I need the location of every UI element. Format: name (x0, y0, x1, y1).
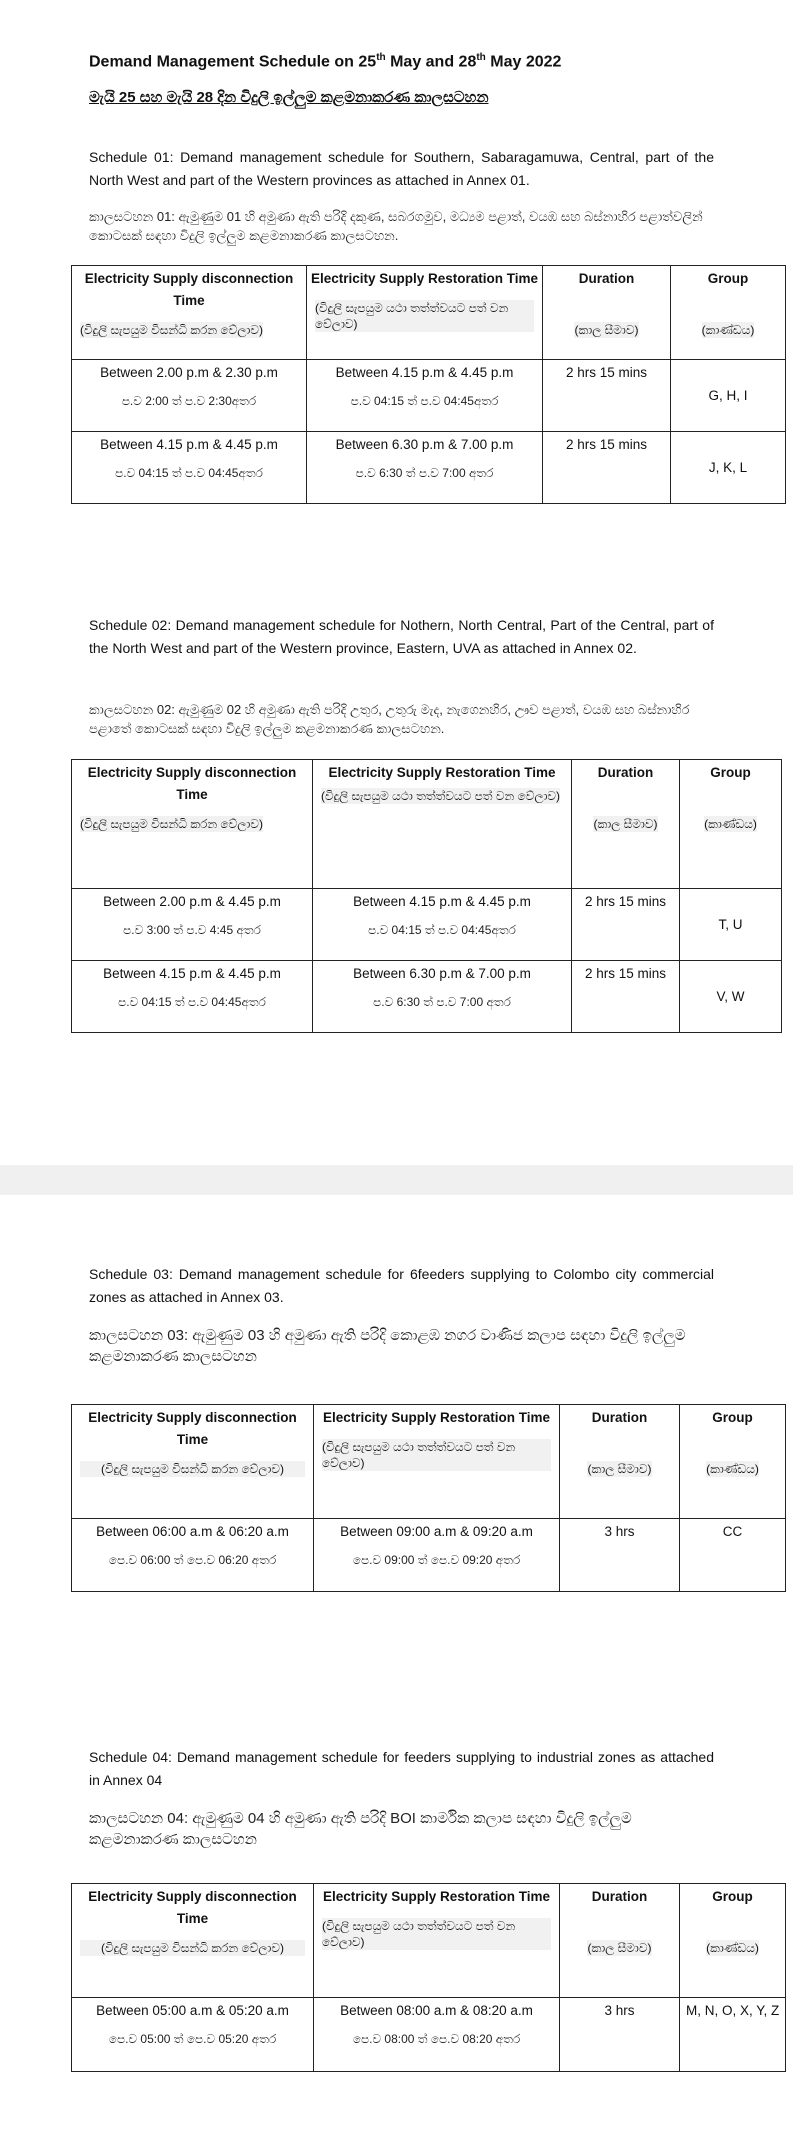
duration-value: 2 hrs 15 mins (584, 966, 667, 981)
time-si: ප.ව 04:15 ත් ප.ව 04:45අතර (118, 995, 266, 1009)
time-en: Between 06:00 a.m & 06:20 a.m (96, 1524, 289, 1539)
header-label: Electricity Supply disconnection Time (84, 271, 294, 308)
schedule-2-description-sinhala: කාලසටහන 02: ඇමුණුම 02 හි අමුණා ඇති පරිදි උතුර, උතුරු මැද, නැගෙනහිර, ඌව පළාත්, වයඹ සහ බස්නාහිර පළාතේ කොටසක් සඳහා විදුලි ඉල්ලුම කළමනාකරණ කාලසටහන. (89, 702, 690, 736)
page-separator (0, 1165, 793, 1195)
time-si: ප.ව 04:15 ත් ප.ව 04:45අතර (115, 466, 263, 480)
group-value: G, H, I (708, 388, 748, 403)
header-label-sinhala: (විදුලි සැපයුම යථා තත්ත්වයට පත් වන වේලාව) (315, 300, 534, 332)
document-title: Demand Management Schedule on 25th May and 28th May 2022 (89, 52, 562, 71)
table-row (72, 889, 782, 961)
group-value: J, K, L (708, 460, 748, 475)
header-disconnection-time (72, 266, 307, 360)
header-label: Group (710, 765, 751, 780)
group-cell (671, 360, 786, 432)
time-si: ප.ව 2:00 ත් ප.ව 2:30අතර (121, 394, 257, 408)
duration-cell (572, 889, 680, 961)
time-si: පෙ.ව 09:00 ත් පෙ.ව 09:20 අතර (352, 1553, 521, 1567)
header-label: Duration (591, 1889, 648, 1904)
time-si: පෙ.ව 05:00 ත් පෙ.ව 05:20 අතර (108, 2032, 277, 2046)
table-row (72, 360, 786, 432)
table-header-row (72, 1884, 786, 1998)
header-label-sinhala: (විදුලි සැපයුම විසන්ධි කරන වේලාව) (80, 323, 263, 337)
header-label-sinhala: (විදුලි සැපයුම යථා තත්ත්වයට පත් වන වේලාව) (322, 1439, 551, 1471)
header-duration (543, 266, 671, 360)
table-header-row (72, 1405, 786, 1519)
header-label-sinhala: (විදුලි සැපයුම යථා තත්ත්වයට පත් වන වේලාව) (322, 1918, 551, 1950)
group-cell (680, 961, 782, 1033)
time-en: Between 2.00 p.m & 2.30 p.m (100, 365, 278, 380)
group-value: T, U (718, 917, 743, 932)
restoration-cell (307, 432, 543, 504)
header-group (671, 266, 786, 360)
header-label-sinhala: (කාණ්ඩය) (704, 817, 757, 831)
disconnection-cell (72, 889, 313, 961)
header-label-sinhala: (කාල සීමාව) (587, 1462, 652, 1476)
header-label: Electricity Supply disconnection Time (88, 1889, 297, 1926)
restoration-cell (313, 889, 572, 961)
header-label: Electricity Supply Restoration Time (328, 765, 556, 780)
header-disconnection-time (72, 760, 313, 889)
group-cell (671, 432, 786, 504)
header-restoration-time (313, 760, 572, 889)
header-group (680, 1884, 786, 1998)
time-en: Between 4.15 p.m & 4.45 p.m (335, 365, 514, 380)
time-en: Between 4.15 p.m & 4.45 p.m (100, 437, 278, 452)
duration-cell (543, 360, 671, 432)
header-label-sinhala: (කාල සීමාව) (593, 817, 658, 831)
duration-value: 3 hrs (604, 2003, 635, 2018)
time-en: Between 6.30 p.m & 7.00 p.m (335, 437, 514, 452)
header-duration (560, 1405, 680, 1519)
schedule-1-description-sinhala: කාලසටහන 01: ඇමුණුම 01 හි අමුණා ඇති පරිදි දකුණ, සබරගමුව, මධ්‍යම පළාත්, වයඹ සහ බස්නාහිර පළාත්වලින් කොටසක් සඳහා විදුලි ඉල්ලුම කළමනාකරණ කාලසටහන. (89, 209, 703, 243)
document-subtitle-sinhala: මැයි 25 සහ මැයි 28 දින විදුලි ඉල්ලුම කළමනාකරණ කාලසටහන (89, 89, 489, 106)
time-si: ප.ව 3:00 ත් ප.ව 4:45 අතර (123, 923, 261, 937)
time-si: පෙ.ව 08:00 ත් පෙ.ව 08:20 අතර (352, 2032, 521, 2046)
time-en: Between 6.30 p.m & 7.00 p.m (353, 966, 531, 981)
header-label-sinhala: (කාණ්ඩය) (706, 1462, 759, 1476)
time-en: Between 2.00 p.m & 4.45 p.m (103, 894, 281, 909)
header-label: Duration (578, 271, 635, 286)
schedule-4-description: Schedule 04: Demand management schedule for feeders supplying to industrial zones as attached in Annex 04 (89, 1749, 714, 1788)
group-cell (680, 1519, 786, 1592)
duration-cell (560, 1519, 680, 1592)
table-row (72, 961, 782, 1033)
schedule-4-description-sinhala: කාලසටහන 04: ඇමුණුම 04 හි අමුණා ඇති පරිදි BOI කාර්මික කලාප සඳහා විදුලි ඉල්ලුම කළමනාකරණ කාලසටහන (89, 1810, 632, 1848)
schedule-3-table (71, 1404, 786, 1592)
header-group (680, 760, 782, 889)
schedule-3-description-sinhala: කාලසටහන 03: ඇමුණුම 03 හි අමුණා ඇති පරිදි කොළඹ නගර වාණිජ කලාප සඳහා විදුලි ඉල්ලුම කළමනාකරණ කාලසටහන (89, 1327, 686, 1365)
header-group (680, 1405, 786, 1519)
table-row (72, 1519, 786, 1592)
time-si: ප.ව 6:30 ත් ප.ව 7:00 අතර (373, 995, 511, 1009)
time-en: Between 09:00 a.m & 09:20 a.m (340, 1524, 533, 1539)
header-label: Duration (591, 1410, 648, 1425)
schedule-1-table (71, 265, 786, 504)
time-si: ප.ව 04:15 ත් ප.ව 04:45අතර (350, 394, 499, 408)
time-si: ප.ව 04:15 ත් ප.ව 04:45අතර (368, 923, 516, 937)
disconnection-cell (72, 1998, 314, 2072)
group-cell (680, 889, 782, 961)
disconnection-cell (72, 961, 313, 1033)
header-disconnection-time (72, 1884, 314, 1998)
time-si: ප.ව 6:30 ත් ප.ව 7:00 අතර (355, 466, 494, 480)
duration-cell (572, 961, 680, 1033)
header-duration (572, 760, 680, 889)
header-restoration-time (314, 1884, 560, 1998)
header-label-sinhala: (කාණ්ඩය) (706, 1941, 759, 1955)
restoration-cell (314, 1519, 560, 1592)
restoration-cell (307, 360, 543, 432)
document-page-2 (0, 1195, 793, 2138)
header-label-sinhala: (විදුලි සැපයුම විසන්ධි කරන වේලාව) (80, 1940, 305, 1956)
group-value: CC (722, 1524, 743, 1539)
group-value: V, W (716, 989, 745, 1004)
table-row (72, 432, 786, 504)
header-label-sinhala: (කාල සීමාව) (587, 1941, 652, 1955)
group-value: M, N, O, X, Y, Z (686, 2003, 780, 2018)
header-label-sinhala: (කාණ්ඩය) (701, 323, 755, 337)
schedule-4-table (71, 1883, 786, 2072)
table-header-row (72, 266, 786, 360)
schedule-2-description: Schedule 02: Demand management schedule for Nothern, North Central, Part of the Central, part of the North West and part of the Western province, Eastern, UVA as attached in Annex 02. (89, 617, 714, 656)
time-en: Between 05:00 a.m & 05:20 a.m (96, 2003, 289, 2018)
header-disconnection-time (72, 1405, 314, 1519)
group-cell (680, 1998, 786, 2072)
header-label: Electricity Supply Restoration Time (310, 271, 539, 286)
header-restoration-time (307, 266, 543, 360)
disconnection-cell (72, 360, 307, 432)
header-label-sinhala: (විදුලි සැපයුම විසන්ධි කරන වේලාව) (80, 1461, 305, 1477)
header-restoration-time (314, 1405, 560, 1519)
header-label-sinhala: (විදුලි සැපයුම විසන්ධි කරන වේලාව) (80, 817, 263, 831)
restoration-cell (313, 961, 572, 1033)
time-en: Between 08:00 a.m & 08:20 a.m (340, 2003, 533, 2018)
table-header-row (72, 760, 782, 889)
header-label: Electricity Supply disconnection Time (87, 765, 297, 802)
table-row (72, 1998, 786, 2072)
time-si: පෙ.ව 06:00 ත් පෙ.ව 06:20 අතර (108, 1553, 277, 1567)
duration-cell (560, 1998, 680, 2072)
header-label: Electricity Supply disconnection Time (88, 1410, 297, 1447)
duration-value: 2 hrs 15 mins (565, 365, 648, 380)
header-label: Duration (597, 765, 654, 780)
header-label-sinhala: (කාල සීමාව) (574, 323, 639, 337)
header-label: Electricity Supply Restoration Time (322, 1410, 551, 1425)
schedule-1-description: Schedule 01: Demand management schedule for Southern, Sabaragamuwa, Central, part of the North West and part of the Western provinces as attached in Annex 01. (89, 149, 714, 188)
schedule-3-description: Schedule 03: Demand management schedule for 6feeders supplying to Colombo city commercial zones as attached in Annex 03. (89, 1266, 714, 1305)
disconnection-cell (72, 1519, 314, 1592)
header-label: Group (712, 1889, 753, 1904)
header-label: Electricity Supply Restoration Time (322, 1889, 551, 1904)
header-label: Group (712, 1410, 753, 1425)
time-en: Between 4.15 p.m & 4.45 p.m (353, 894, 531, 909)
restoration-cell (314, 1998, 560, 2072)
duration-value: 2 hrs 15 mins (584, 894, 667, 909)
schedule-2-table (71, 759, 782, 1033)
disconnection-cell (72, 432, 307, 504)
duration-cell (543, 432, 671, 504)
header-label-sinhala: (විදුලි සැපයුම යථා තත්ත්වයට පත් වන වේලාව) (321, 789, 561, 803)
header-label: Group (707, 271, 749, 286)
duration-value: 2 hrs 15 mins (565, 437, 648, 452)
duration-value: 3 hrs (604, 1524, 635, 1539)
header-duration (560, 1884, 680, 1998)
time-en: Between 4.15 p.m & 4.45 p.m (103, 966, 281, 981)
